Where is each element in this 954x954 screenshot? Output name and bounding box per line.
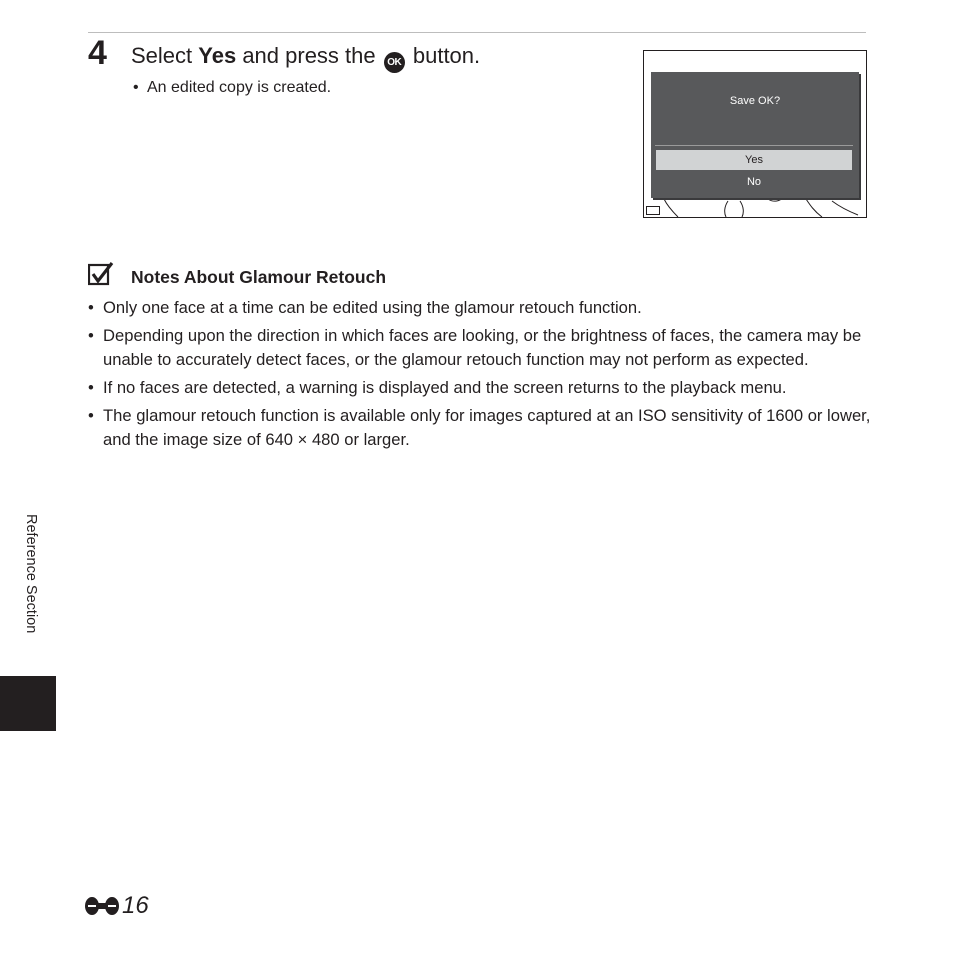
step-title-yes: Yes (198, 43, 237, 68)
notes-list (88, 296, 878, 456)
list-item: • Depending upon the direction in which faces are looking, or the brightness of faces, the camera may be unable to accurately detect faces, or the glamour retouch function may not perform as expected. (88, 324, 878, 372)
step-number: 4 (88, 34, 107, 72)
top-rule (88, 32, 866, 33)
step-title (131, 41, 480, 73)
side-tab-label: Reference Section (23, 514, 39, 634)
step-title-post: button. (406, 43, 481, 68)
notes-heading: Notes About Glamour Retouch (131, 267, 387, 287)
dialog-separator (655, 145, 853, 146)
save-dialog (651, 72, 859, 198)
page-number-text: 16 (122, 892, 149, 919)
step-bullet-text: An edited copy is created. (147, 79, 332, 96)
dialog-prompt: Save OK? (729, 95, 781, 107)
camera-screen (643, 50, 867, 218)
option-no[interactable]: No (746, 176, 762, 188)
ok-button-icon: OK (384, 52, 405, 73)
page-number (84, 890, 149, 922)
option-yes[interactable]: Yes (656, 150, 852, 170)
step-bullet: • An edited copy is created. (133, 79, 332, 96)
reference-section-icon (84, 895, 120, 917)
list-item: • The glamour retouch function is available only for images captured at an ISO sensitivity of 1600 or lower, and the image size of 640 × 480 or larger. (88, 404, 878, 452)
step-title-pre: Select (131, 43, 199, 68)
step-title-mid: and press the (236, 43, 382, 68)
side-tab-block (0, 676, 56, 731)
list-item: • If no faces are detected, a warning is displayed and the screen returns to the playback menu. (88, 376, 878, 400)
battery-icon (646, 206, 660, 215)
list-item: • Only one face at a time can be edited using the glamour retouch function. (88, 296, 878, 320)
check-icon (88, 262, 114, 286)
